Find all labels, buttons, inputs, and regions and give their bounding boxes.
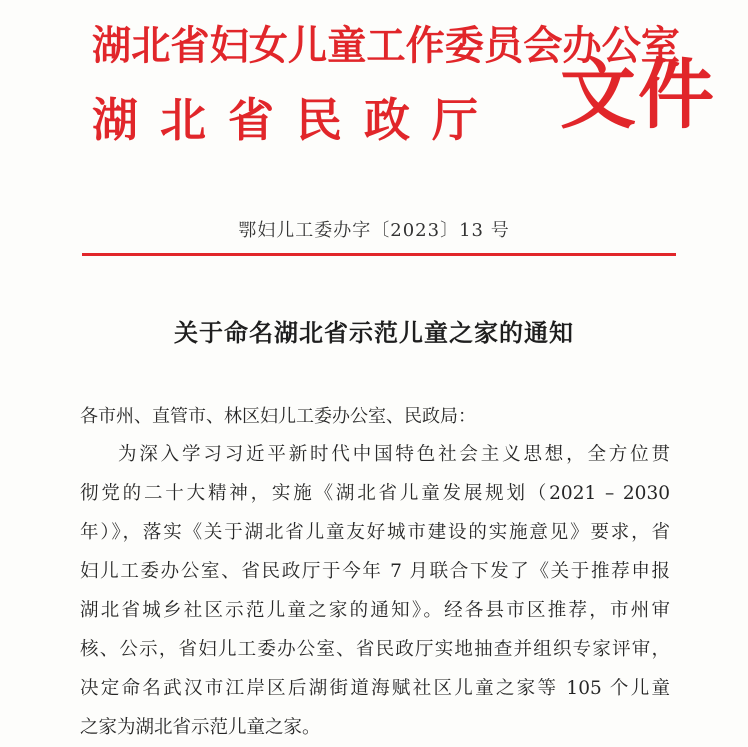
body-text-line: 之家为湖北省示范儿童之家。 bbox=[80, 717, 321, 738]
red-divider-line bbox=[82, 253, 676, 256]
salutation: 各市州、直管市、林区妇儿工委办公室、民政局： bbox=[80, 406, 476, 427]
body-text-line: 为深入学习习近平新时代中国特色社会主义思想，全方位贯 bbox=[118, 444, 670, 465]
document-number: 鄂妇儿工委办字〔2023〕13 号 bbox=[238, 220, 510, 241]
body-text-line: 年）》，落实《关于湖北省儿童友好城市建设的实施意见》要求，省 bbox=[80, 522, 670, 543]
body-text-line: 彻党的二十大精神，实施《湖北省儿童发展规划（2021 – 2030 bbox=[80, 483, 670, 504]
file-heading: 文件 bbox=[560, 50, 716, 139]
body-text-line: 妇儿工委办公室、省民政厅于今年 7 月联合下发了《关于推荐申报 bbox=[80, 561, 670, 582]
body-text-line: 核、公示，省妇儿工委办公室、省民政厅实地抽查并组织专家评审， bbox=[80, 639, 670, 660]
issuer-name-line-2: 湖北省民政厅 bbox=[92, 93, 500, 147]
body-text-line: 决定命名武汉市江岸区后湖街道海赋社区儿童之家等 105 个儿童 bbox=[80, 678, 670, 699]
body-text-line: 湖北省城乡社区示范儿童之家的通知》。经各县市区推荐，市州审 bbox=[80, 600, 670, 621]
document-title: 关于命名湖北省示范儿童之家的通知 bbox=[174, 318, 574, 347]
issuer-name-line-1: 湖北省妇女儿童工作委员会办公室 bbox=[92, 23, 680, 69]
